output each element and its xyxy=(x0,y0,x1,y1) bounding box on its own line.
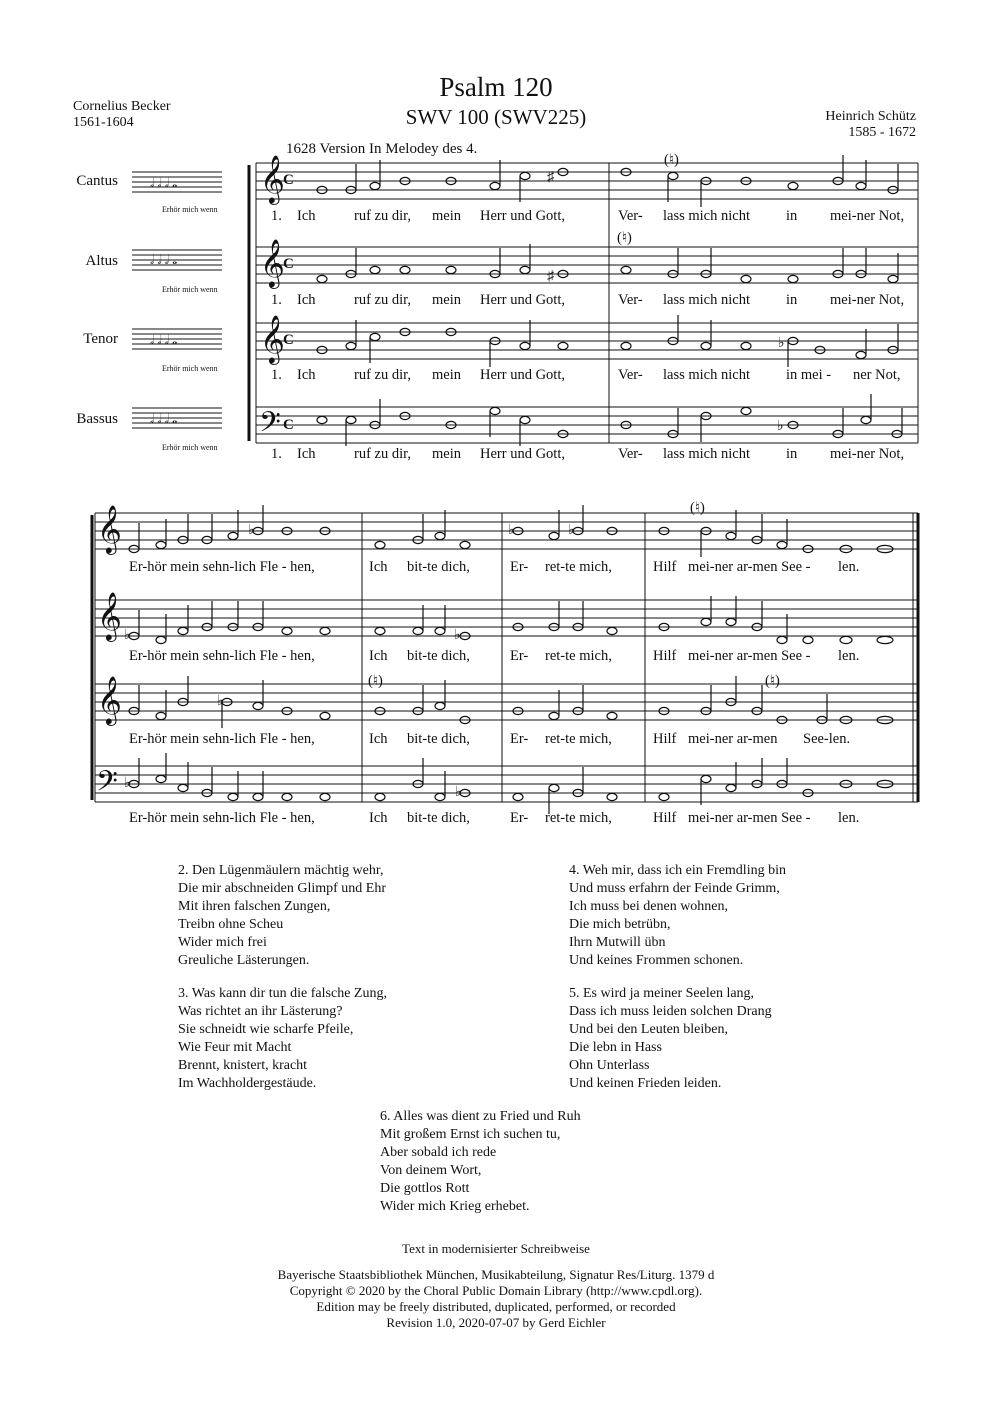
tenor-treble-clef-icon: 𝄞 xyxy=(97,678,122,724)
lyric-syllable: Er-hör mein sehn-lich Fle - hen, xyxy=(129,731,315,747)
treble-clef-icon: 𝄞 xyxy=(260,241,285,287)
lyric-cantus-1: 1. xyxy=(271,208,282,224)
lyric-syllable: mei-ner ar-men xyxy=(688,731,778,747)
flat-icon: ♭ xyxy=(248,523,255,538)
lyric-syllable: ret-te mich, xyxy=(545,810,612,826)
sharp-icon: ♯ xyxy=(547,269,554,284)
poet-name: Cornelius Becker xyxy=(73,99,171,114)
lyric-syllable: mei-ner ar-men See - xyxy=(688,559,811,575)
flat-icon: ♭ xyxy=(454,628,461,643)
lyric-syllable: mei-ner Not, xyxy=(830,446,905,462)
treble-clef-icon: 𝄞 xyxy=(97,594,122,640)
lyric-altus-1: 1. xyxy=(271,292,282,308)
lyric-syllable: mein xyxy=(432,208,461,224)
lyric-syllable: ruf zu dir, xyxy=(354,446,411,462)
ficta-mark: (♮) xyxy=(664,152,679,168)
source-line: Bayerische Staatsbibliothek München, Musikabteilung, Signatur Res/Liturg. 1379 d xyxy=(277,1267,715,1282)
svg-text:𝅗𝅥 𝅗𝅥 𝅗𝅥 𝅝: 𝅗𝅥 𝅗𝅥 𝅗𝅥 𝅝 xyxy=(150,175,178,190)
lyric-syllable: Er- xyxy=(510,810,529,826)
lyric-syllable: lass mich nicht xyxy=(663,446,750,462)
lyric-syllable: ret-te mich, xyxy=(545,731,612,747)
lyric-syllable: Er- xyxy=(510,648,529,664)
revision-line: Revision 1.0, 2020-07-07 by Gerd Eichler xyxy=(386,1315,606,1330)
flat-icon: ♭ xyxy=(217,694,224,709)
svg-text:𝅗𝅥 𝅗𝅥 𝅗𝅥 𝅝: 𝅗𝅥 𝅗𝅥 𝅗𝅥 𝅝 xyxy=(150,411,178,426)
lyric-syllable: Ich xyxy=(297,367,316,383)
voice-name-altus: Altus xyxy=(85,253,118,269)
page-subtitle: SWV 100 (SWV225) xyxy=(405,105,587,129)
lyric-syllable: mei-ner ar-men See - xyxy=(688,648,811,664)
lyric-syllable: lass mich nicht xyxy=(663,292,750,308)
lyric-syllable: in mei - xyxy=(786,367,832,383)
license-line: Edition may be freely distributed, duplicated, performed, or recorded xyxy=(316,1299,676,1314)
lyric-syllable: bit-te dich, xyxy=(407,648,470,664)
system1-staves xyxy=(249,163,918,443)
lyric-syllable: Herr und Gott, xyxy=(480,367,565,383)
bass-clef-icon: 𝄢 xyxy=(96,767,118,804)
stanza-2: 2. Den Lügenmäulern mächtig wehr, Die mir abschneiden Glimpf und Ehr Mit ihren falschen Zungen, Treibn ohne Scheu Wider mich frei Greuliche Lästerungen. xyxy=(178,863,387,968)
lyric-syllable: Ver- xyxy=(618,367,643,383)
lyric-syllable: Ich xyxy=(369,559,388,575)
flat-icon: ♭ xyxy=(778,336,785,351)
svg-text:𝅗𝅥 𝅗𝅥 𝅗𝅥 𝅝: 𝅗𝅥 𝅗𝅥 𝅗𝅥 𝅝 xyxy=(150,332,178,347)
lyric-syllable: len. xyxy=(838,810,860,826)
lyric-syllable: bit-te dich, xyxy=(407,731,470,747)
lyric-syllable: in xyxy=(786,292,798,308)
voice-name-bassus: Bassus xyxy=(76,411,118,427)
ficta-mark: (♮) xyxy=(617,230,632,246)
lyric-syllable: See-len. xyxy=(803,731,851,747)
stanza-5: 5. Es wird ja meiner Seelen lang, Dass ich muss leiden solchen Drang Und bei den Leuten bleiben, Die lebn in Hass Ohn Unterlass Und keinen Frieden leiden. xyxy=(569,986,772,1091)
lyric-syllable: lass mich nicht xyxy=(663,208,750,224)
stanza-3: 3. Was kann dir tun die falsche Zung, Was richtet an ihr Lästerung? Sie schneidt wie scharfe Pfeile, Wie Feur mit Macht Brennt, knistert, kracht Im Wachholdergestäude. xyxy=(178,986,387,1091)
lyric-syllable: ruf zu dir, xyxy=(354,292,411,308)
page-title: Psalm 120 xyxy=(439,72,553,102)
lyric-syllable: Hilf xyxy=(653,559,677,575)
clef-symbols xyxy=(96,155,285,804)
lyric-syllable: Herr und Gott, xyxy=(480,446,565,462)
lyric-syllable: mein xyxy=(432,292,461,308)
incipit-label: Erhör mich wenn xyxy=(162,205,218,214)
lyric-syllable: ret-te mich, xyxy=(545,559,612,575)
stanza-6: 6. Alles was dient zu Fried und Ruh Mit großem Ernst ich suchen tu, Aber sobald ich rede Von deinem Wort, Die gottlos Rott Wider mich Krieg erhebet. xyxy=(380,1109,581,1214)
incipit-label: Erhör mich wenn xyxy=(162,364,218,373)
lyric-syllable: Herr und Gott, xyxy=(480,208,565,224)
bass-clef-icon: 𝄢 xyxy=(259,408,281,445)
lyric-syllable: mein xyxy=(432,367,461,383)
tenor-treble-clef-icon: 𝄞 xyxy=(260,317,285,363)
composer-dates: 1585 - 1672 xyxy=(848,125,916,140)
composer-name: Heinrich Schütz xyxy=(825,109,916,124)
lyric-syllable: Herr und Gott, xyxy=(480,292,565,308)
incipit-label: Erhör mich wenn xyxy=(162,443,218,452)
lyric-syllable: mein xyxy=(432,446,461,462)
lyric-syllable: mei-ner ar-men See - xyxy=(688,810,811,826)
lyric-syllable: Er-hör mein sehn-lich Fle - hen, xyxy=(129,559,315,575)
time-signature-c: C xyxy=(283,332,294,348)
lyric-syllable: Ich xyxy=(297,208,316,224)
lyric-syllable: Ver- xyxy=(618,292,643,308)
lyric-syllable: Er- xyxy=(510,559,529,575)
stanza-4: 4. Weh mir, dass ich ein Fremdling bin Und muss erfahrn der Feinde Grimm, Ich muss bei denen wohnen, Die mich betrübn, Ihrn Mutwill übn Und keines Frommen schonen. xyxy=(569,863,786,968)
lyric-syllable: ruf zu dir, xyxy=(354,208,411,224)
copyright-line: Copyright © 2020 by the Choral Public Domain Library (http://www.cpdl.org). xyxy=(289,1283,703,1298)
text-note: Text in modernisierter Schreibweise xyxy=(402,1241,590,1256)
poet-dates: 1561-1604 xyxy=(73,115,134,130)
lyric-syllable: len. xyxy=(838,648,860,664)
lyric-syllable: in xyxy=(786,446,798,462)
ficta-mark: (♮) xyxy=(368,673,383,689)
lyric-syllable: lass mich nicht xyxy=(663,367,750,383)
lyric-syllable: Ver- xyxy=(618,446,643,462)
lyric-syllable: bit-te dich, xyxy=(407,559,470,575)
lyric-syllable: ruf zu dir, xyxy=(354,367,411,383)
sharp-icon: ♯ xyxy=(547,170,554,185)
flat-icon: ♭ xyxy=(124,628,131,643)
lyric-syllable: Hilf xyxy=(653,731,677,747)
incipit-label: Erhör mich wenn xyxy=(162,285,218,294)
lyric-syllable: mei-ner Not, xyxy=(830,292,905,308)
lyric-syllable: Ich xyxy=(369,810,388,826)
flat-icon: ♭ xyxy=(777,419,784,434)
lyric-syllable: Ich xyxy=(369,648,388,664)
lyric-syllable: Er-hör mein sehn-lich Fle - hen, xyxy=(129,810,315,826)
voice-name-tenor: Tenor xyxy=(83,331,118,347)
lyric-syllable: Hilf xyxy=(653,648,677,664)
ficta-mark: (♮) xyxy=(690,500,705,516)
flat-icon: ♭ xyxy=(508,523,515,538)
flat-icon: ♭ xyxy=(124,776,131,791)
lyric-syllable: Ich xyxy=(297,292,316,308)
time-signature-c: C xyxy=(283,172,294,188)
lyric-syllable: ner Not, xyxy=(853,367,901,383)
lyric-syllable: bit-te dich, xyxy=(407,810,470,826)
lyric-bassus-1: 1. xyxy=(271,446,282,462)
tempo-marking: 1628 Version In Melodey des 4. xyxy=(286,141,478,157)
lyric-syllable: Hilf xyxy=(653,810,677,826)
lyric-syllable: Ver- xyxy=(618,208,643,224)
lyric-syllable: mei-ner Not, xyxy=(830,208,905,224)
lyric-syllable: ret-te mich, xyxy=(545,648,612,664)
lyric-syllable: Er-hör mein sehn-lich Fle - hen, xyxy=(129,648,315,664)
flat-icon: ♭ xyxy=(568,523,575,538)
lyric-syllable: Ich xyxy=(297,446,316,462)
flat-icon: ♭ xyxy=(455,785,462,800)
voice-name-cantus: Cantus xyxy=(76,173,118,189)
lyric-tenor-1: 1. xyxy=(271,367,282,383)
treble-clef-icon: 𝄞 xyxy=(260,157,285,203)
svg-text:𝅗𝅥 𝅗𝅥 𝅗𝅥 𝅝: 𝅗𝅥 𝅗𝅥 𝅗𝅥 𝅝 xyxy=(150,252,178,267)
time-signature-c: C xyxy=(283,256,294,272)
ficta-mark: (♮) xyxy=(765,673,780,689)
lyric-syllable: in xyxy=(786,208,798,224)
time-signature-c: C xyxy=(283,417,294,433)
lyric-syllable: Er- xyxy=(510,731,529,747)
lyric-syllable: len. xyxy=(838,559,860,575)
treble-clef-icon: 𝄞 xyxy=(97,507,122,553)
lyric-syllable: Ich xyxy=(369,731,388,747)
